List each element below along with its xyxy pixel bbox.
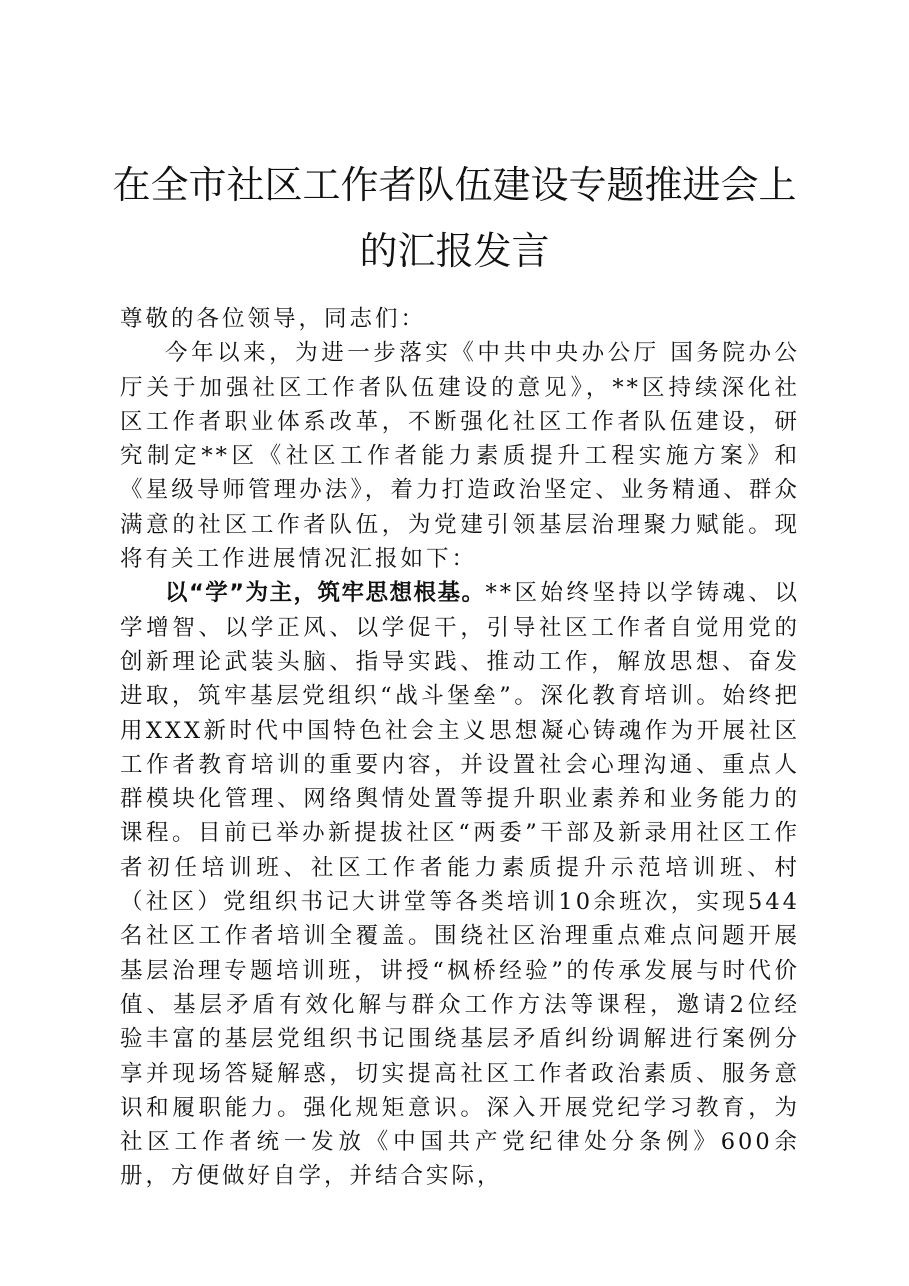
document-title: 在全市社区工作者队伍建设专题推进会上的汇报发言	[112, 163, 797, 273]
salutation: 尊敬的各位领导，同志们：	[120, 306, 427, 332]
document-body	[120, 302, 800, 1194]
section-body: **区始终坚持以学铸魂、以学增智、以学正风、以学促干，引导社区工作者自觉用党的创新理论武装头脑、指导实践、推动工作，解放思想、奋发进取，筑牢基层党组织“战斗堡垒”。深化教育培训。始终把用XXX新时代中国特色社会主义思想凝心铸魂作为开展社区工作者教育培训的重要内容，并设置社会心理沟通、重点人群模块化管理、网络舆情处置等提升职业素养和业务能力的课程。目前已举办新提拔社区“两委”干部及新录用社区工作者初任培训班、社区工作者能力素质提升示范培训班、村（社区）党组织书记大讲堂等各类培训10余班次，实现544名社区工作者培训全覆盖。围绕社区治理重点难点问题开展基层治理专题培训班，讲授“枫桥经验”的传承发展与时代价值、基层矛盾有效化解与群众工作方法等课程，邀请2位经验丰富的基层党组织书记围绕基层矛盾纠纷调解进行案例分享并现场答疑解惑，切实提高社区工作者政治素质、服务意识和履职能力。强化规矩意识。深入开展党纪学习教育，为社区工作者统一发放《中国共产党纪律处分条例》600余册，方便做好自学，并结合实际，	[120, 580, 800, 1190]
section-heading: 以“学”为主，筑牢思想根基。	[165, 580, 486, 607]
intro-paragraph: 今年以来，为进一步落实《中共中央办公厅 国务院办公厅关于加强社区工作者队伍建设的意见》，**区持续深化社区工作者职业体系改革，不断强化社区工作者队伍建设，研究制定**区《社区工作者能力素质提升工程实施方案》和《星级导师管理办法》，着力打造政治坚定、业务精通、群众满意的社区工作者队伍，为党建引领基层治理聚力赋能。现将有关工作进展情况汇报如下：	[120, 340, 800, 573]
section-paragraph	[120, 576, 800, 1193]
